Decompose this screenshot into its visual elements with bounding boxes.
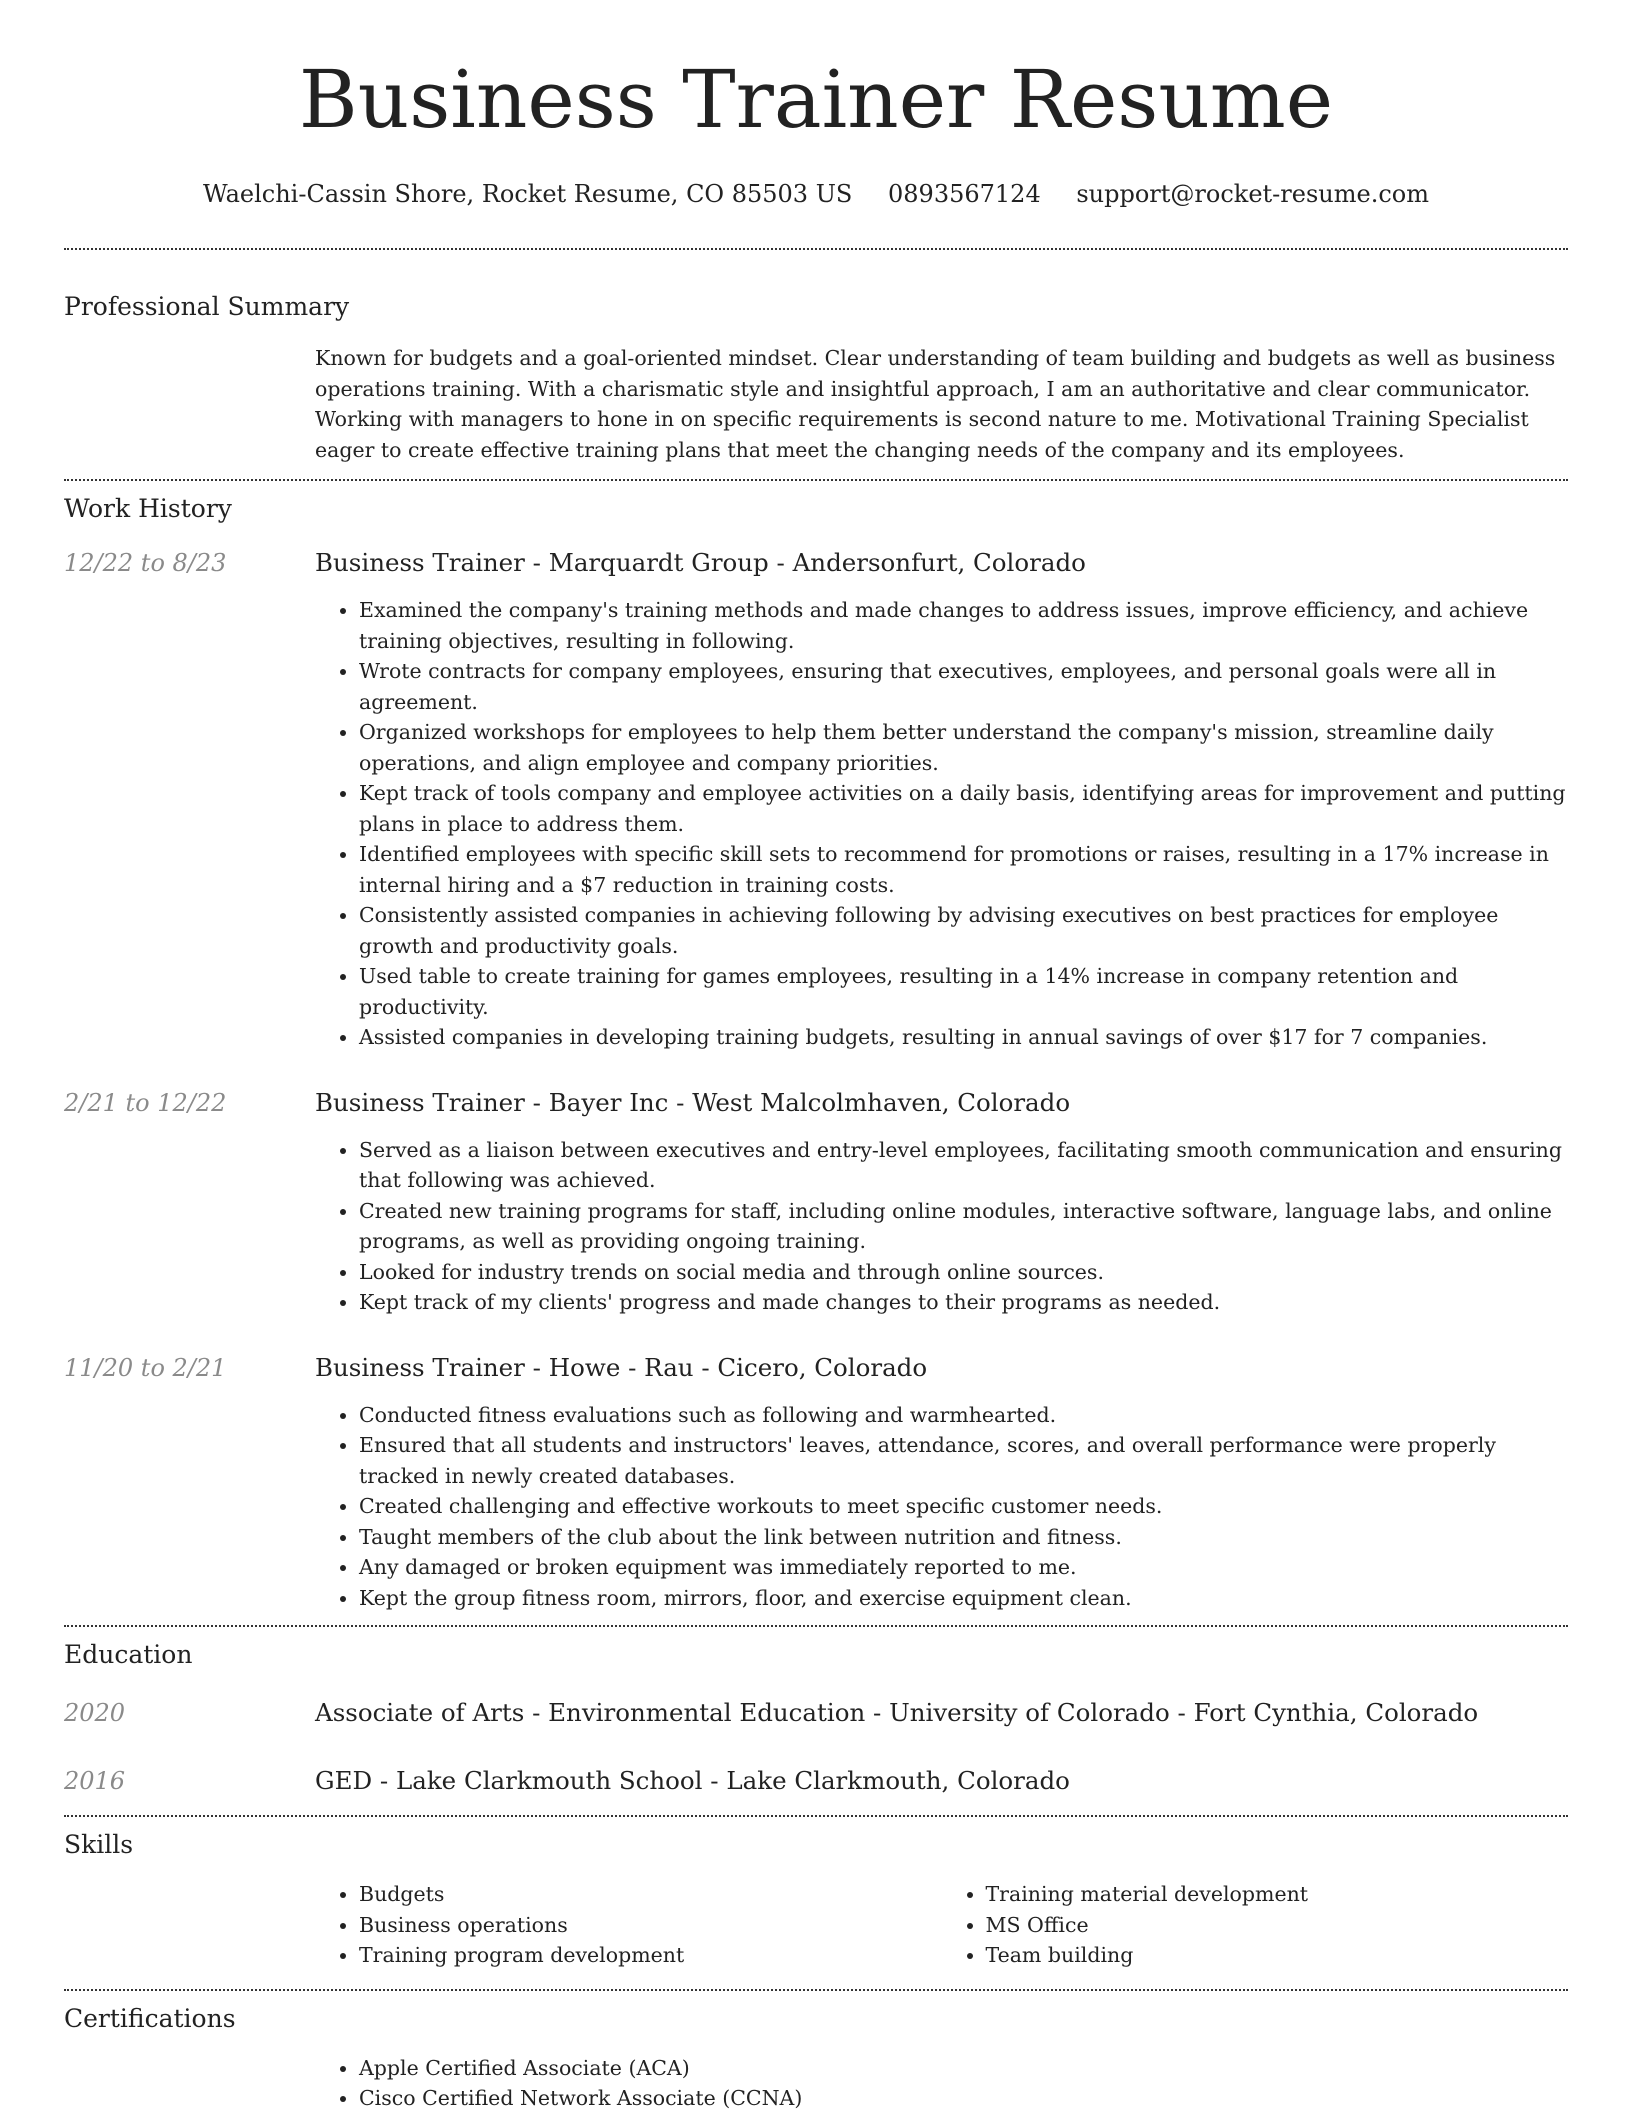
job-dates: 11/20 to 2/21	[64, 1353, 227, 1382]
list-item: • Apple Certified Associate (ACA)	[359, 2053, 1568, 2084]
list-item: • Created challenging and effective workouts to meet specific customer needs.	[359, 1491, 1568, 1522]
contact-line	[64, 178, 1568, 210]
education-year: 2020	[64, 1699, 126, 1727]
list-item: • Organized workshops for employees to help them better understand the company's mission, streamline daily operations, and align employee and company priorities.	[359, 717, 1568, 778]
list-item: • MS Office	[986, 1910, 1569, 1941]
section-heading-summary: Professional Summary	[64, 292, 350, 321]
job-entry	[64, 547, 1568, 1053]
divider	[64, 1625, 1568, 1627]
resume-title: Business Trainer Resume	[298, 53, 1334, 146]
contact-email[interactable]: support@rocket-resume.com	[1076, 180, 1429, 208]
job-title: Business Trainer - Howe - Rau - Cicero, Colorado	[315, 1352, 928, 1382]
section-heading-skills: Skills	[64, 1830, 134, 1859]
list-item: • Cisco Certified Network Associate (CCNA)	[359, 2083, 1568, 2114]
education-entry	[64, 1697, 1568, 1729]
education-text: Associate of Arts - Environmental Education - University of Colorado - Fort Cynthia, Colorado	[315, 1698, 1479, 1727]
list-item: • Served as a liaison between executives and entry-level employees, facilitating smooth communication and ensuring that following was achieved.	[359, 1135, 1568, 1196]
list-item: • Assisted companies in developing training budgets, resulting in annual savings of over $17 for 7 companies.	[359, 1022, 1568, 1053]
list-item: • Kept track of my clients' progress and made changes to their programs as needed.	[359, 1287, 1568, 1318]
job-dates: 2/21 to 12/22	[64, 1088, 227, 1117]
list-item: • Training program development	[359, 1940, 942, 1971]
list-item: • Kept track of tools company and employee activities on a daily basis, identifying areas for improvement and putting plans in place to address them.	[359, 778, 1568, 839]
section-heading-work: Work History	[64, 494, 232, 523]
list-item: • Wrote contracts for company employees, ensuring that executives, employees, and personal goals were all in agreement.	[359, 656, 1568, 717]
section-heading-education: Education	[64, 1640, 193, 1669]
divider	[64, 479, 1568, 481]
list-item: • Kept the group fitness room, mirrors, floor, and exercise equipment clean.	[359, 1583, 1568, 1614]
certifications-list	[315, 2053, 1568, 2114]
job-entry	[64, 1352, 1568, 1614]
education-text: GED - Lake Clarkmouth School - Lake Clarkmouth, Colorado	[315, 1766, 1070, 1795]
education-year: 2016	[64, 1767, 126, 1795]
contact-phone: 0893567124	[888, 180, 1041, 208]
list-item: • Conducted fitness evaluations such as following and warmhearted.	[359, 1400, 1568, 1431]
resume-page	[64, 0, 1568, 2114]
list-item: • Business operations	[359, 1910, 942, 1941]
section-heading-certifications: Certifications	[64, 2003, 236, 2033]
list-item: • Examined the company's training methods and made changes to address issues, improve efficiency, and achieve training objectives, resulting in following.	[359, 595, 1568, 656]
skills-grid	[315, 1879, 1568, 1971]
skills-column	[942, 1879, 1569, 1971]
list-item: • Created new training programs for staff, including online modules, interactive software, language labs, and online programs, as well as providing ongoing training.	[359, 1196, 1568, 1257]
job-bullets	[315, 1400, 1568, 1614]
summary-text: Known for budgets and a goal-oriented mindset. Clear understanding of team building and budgets as well as business operations training. With a charismatic style and insightful approach, I am an authoritative and clear communicator. Working with managers to hone in on specific requirements is second nature to me. Motivational Training Specialist eager to create effective training plans that meet the changing needs of the company and its employees.	[315, 346, 1556, 462]
education-entry	[64, 1765, 1568, 1797]
job-entry	[64, 1087, 1568, 1318]
list-item: • Ensured that all students and instructors' leaves, attendance, scores, and overall performance were properly tracked in newly created databases.	[359, 1430, 1568, 1491]
contact-address: Waelchi-Cassin Shore, Rocket Resume, CO 85503 US	[203, 180, 853, 208]
divider	[64, 1815, 1568, 1817]
skills-column	[315, 1879, 942, 1971]
divider	[64, 1989, 1568, 1991]
list-item: • Taught members of the club about the link between nutrition and fitness.	[359, 1522, 1568, 1553]
list-item: • Any damaged or broken equipment was immediately reported to me.	[359, 1552, 1568, 1583]
list-item: • Team building	[986, 1940, 1569, 1971]
list-item: • Consistently assisted companies in achieving following by advising executives on best practices for employee growth and productivity goals.	[359, 900, 1568, 961]
list-item: • Looked for industry trends on social media and through online sources.	[359, 1257, 1568, 1288]
job-bullets	[315, 595, 1568, 1053]
job-title: Business Trainer - Marquardt Group - Andersonfurt, Colorado	[315, 548, 1086, 577]
divider	[64, 248, 1568, 250]
job-dates: 12/22 to 8/23	[64, 549, 227, 577]
job-title: Business Trainer - Bayer Inc - West Malcolmhaven, Colorado	[315, 1087, 1071, 1117]
list-item: • Budgets	[359, 1879, 942, 1910]
job-bullets	[315, 1135, 1568, 1318]
list-item: • Used table to create training for games employees, resulting in a 14% increase in company retention and productivity.	[359, 961, 1568, 1022]
list-item: • Identified employees with specific skill sets to recommend for promotions or raises, resulting in a 17% increase in internal hiring and a $7 reduction in training costs.	[359, 839, 1568, 900]
list-item: • Training material development	[986, 1879, 1569, 1910]
